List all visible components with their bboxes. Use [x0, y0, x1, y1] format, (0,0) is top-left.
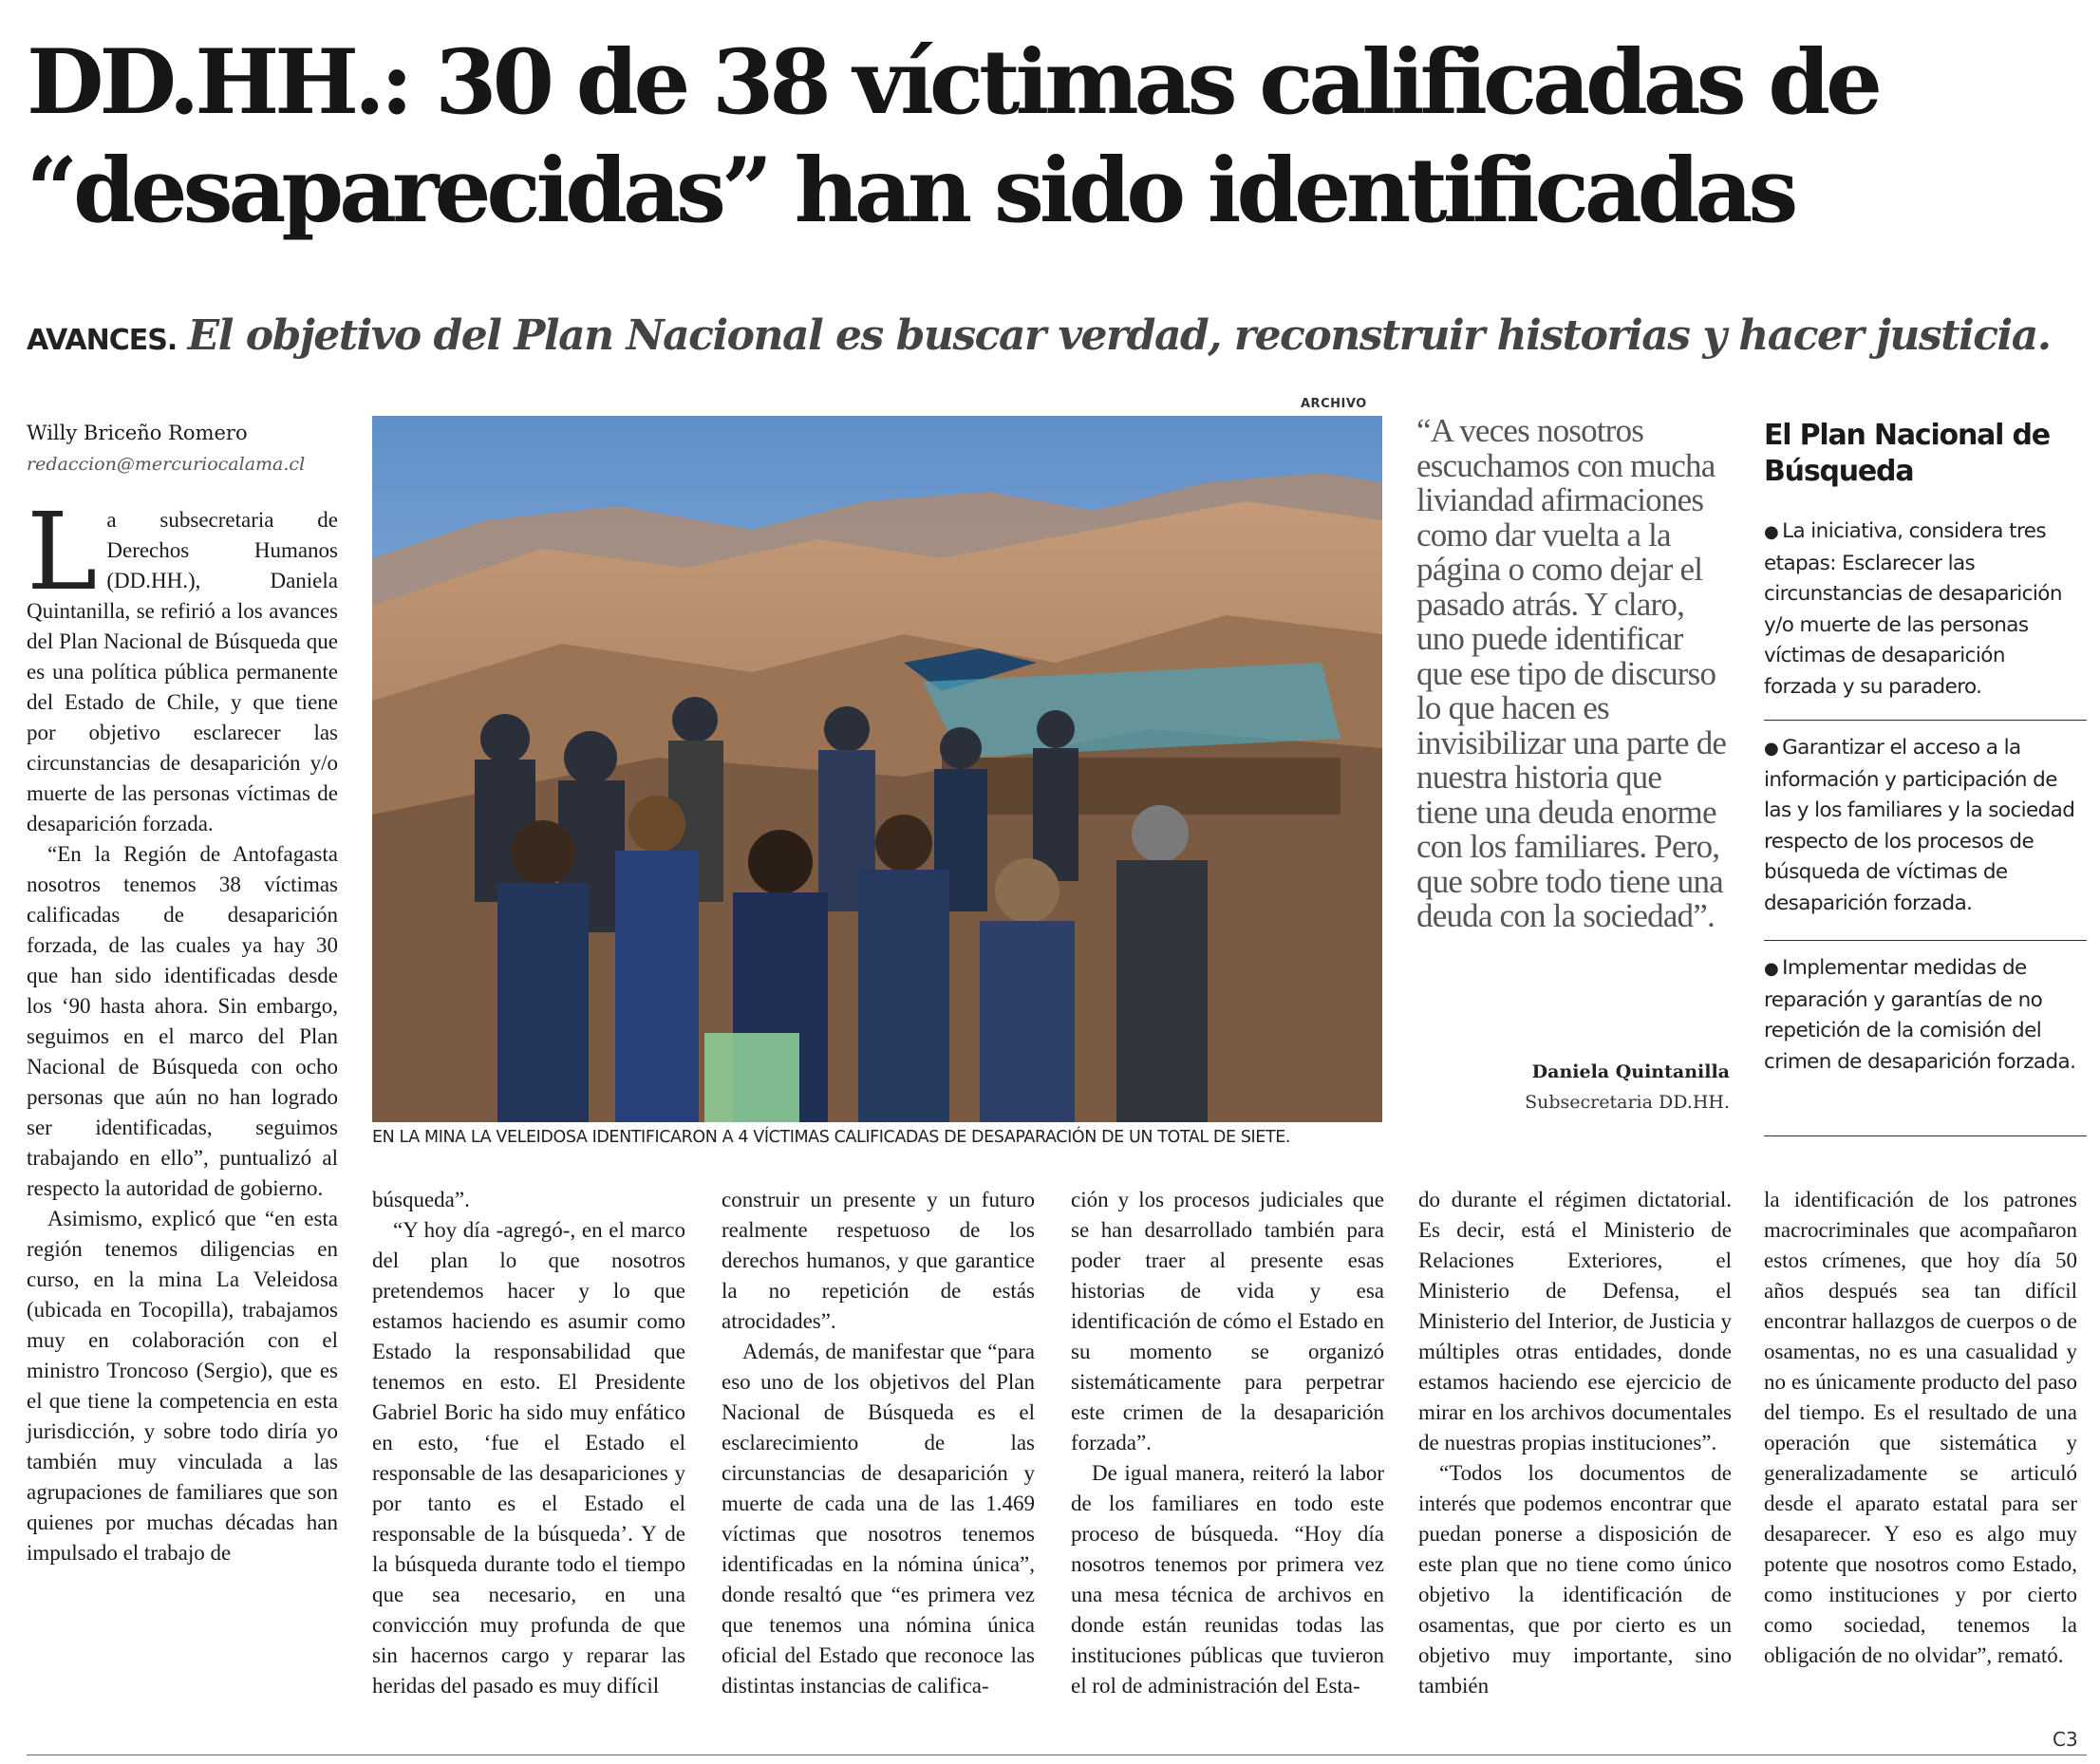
dropcap: L — [27, 491, 98, 614]
byline-author: Willy Briceño Romero — [27, 422, 248, 444]
quote-attribution-name: Daniela Quintanilla — [1531, 1061, 1730, 1082]
paragraph: “Y hoy día -agregó-, en el marco del plan lo que nosotros pretendemos hacer y lo que estamos haciendo es asumir como Estado la responsabilidad que tenemos en esto. El Presidente Gabriel Boric ha sido muy enfático en esto, ‘fue el Estado el responsable de las desapariciones y por tanto es el Estado el responsable de la búsqueda’. Y de la búsqueda durante todo el tiempo que sea necesario, en una convicción muy profunda de que sin hacernos cargo y reparar las heridas del pasado es muy difícil — [372, 1218, 685, 1698]
photo-caption: EN LA MINA LA VELEIDOSA IDENTIFICARON A 4 VÍCTIMAS CALIFICADAS DE DESAPARACIÓN DE UN TOTAL DE SIETE. — [372, 1128, 1291, 1147]
headline-line-1: DD.HH.: 30 de 38 víctimas calificadas de — [27, 30, 1878, 135]
article-column-1 — [27, 491, 338, 1568]
lead-paragraph — [27, 491, 338, 839]
sidebar-divider — [1764, 940, 2087, 941]
paragraph: do durante el régimen dictatorial. Es decir, está el Ministerio de Relaciones Exteriores, el Ministerio de Defensa, el Ministerio del Interior, de Justicia y múltiples otras entidades, donde estamos haciendo ese ejercicio de mirar en los archivos documentales de nuestras propias instituciones”. — [1418, 1188, 1732, 1454]
article-column-3 — [722, 1185, 1035, 1701]
end-mark: C3 — [2053, 1728, 2078, 1751]
photo-illustration — [372, 416, 1382, 1122]
paragraph: construir un presente y un futuro realmente respetuoso de los derechos humanos, y que garantice la no repetición de estás atrocidades”. — [722, 1188, 1035, 1333]
bullet-icon: ● — [1764, 739, 1779, 759]
sidebar-item — [1764, 516, 2077, 703]
bullet-icon: ● — [1764, 522, 1779, 542]
sidebar-item-text: Garantizar el acceso a la información y participación de las y los familiares y la sociedad respecto de los procesos de búsqueda de víctimas de desaparición forzada. — [1764, 736, 2075, 915]
paragraph: Además, de manifestar que “para eso uno de los objetivos del Plan Nacional de Búsqueda es el esclarecimiento de las circunstancias de desaparición y muerte de cada una de las 1.469 víctimas que nosotros tenemos identificadas en la nómina única”, donde resaltó que “es primera vez que tenemos una nómina única oficial del Estado que reconoce las distintas instancias de califica- — [722, 1340, 1035, 1698]
sidebar-item — [1764, 733, 2077, 919]
photo-credit: ARCHIVO — [1301, 397, 1367, 411]
sidebar-divider — [1764, 1135, 2087, 1136]
sidebar-item — [1764, 953, 2077, 1078]
article-photo — [372, 416, 1382, 1122]
sidebar-item-text: La iniciativa, considera tres etapas: Esclarecer las circunstancias de desaparición y/o muerte de las personas víctimas de desaparición forzada y su paradero. — [1764, 519, 2062, 699]
quote-attribution-role: Subsecretaria DD.HH. — [1525, 1092, 1730, 1113]
headline-line-2: “desaparecidas” han sido identificadas — [27, 139, 1794, 243]
sidebar-item-text: Implementar medidas de reparación y garantías de no repetición de la comisión del crimen de desaparición forzada. — [1764, 956, 2076, 1074]
paragraph: “Todos los documentos de interés que podemos encontrar que puedan ponerse a disposición de este plan que no tiene como único objetivo la identificación de osamentas, que por cierto es un objetivo muy importante, sino también — [1418, 1461, 1732, 1698]
kicker — [27, 311, 2087, 360]
kicker-text: El objetivo del Plan Nacional es buscar verdad, reconstruir historias y hacer justicia. — [187, 311, 2051, 360]
paragraph: ción y los procesos judiciales que se han desarrollado también para poder traer al presente esas historias de vida y esa identificación de cómo el Estado en su momento se organizó sistemáticamente para perpetrar este crimen de la desaparición forzada”. — [1071, 1188, 1384, 1454]
kicker-dot: . — [166, 324, 188, 357]
paragraph: De igual manera, reiteró la labor de los familiares en todo este proceso de búsqueda. “Hoy día nosotros tenemos por primera vez una mesa técnica de archivos en donde están reunidas todas las instituciones públicas que tuvieron el rol de administración del Esta- — [1071, 1461, 1384, 1698]
bullet-icon: ● — [1764, 959, 1779, 979]
article-column-4 — [1071, 1185, 1384, 1701]
pull-quote: “A veces nosotros escuchamos con mucha liviandad afirmaciones como dar vuelta a la página o como dejar el pasado atrás. Y claro, uno puede identificar que ese tipo de discurso lo que hacen es invisibilizar una parte de nuestra historia que tiene una deuda enorme con los familiares. Pero, que sobre todo tiene una deuda con la sociedad”. — [1416, 412, 1727, 934]
lead-text: a subsecretaria de Derechos Humanos (DD.HH.), Daniela Quintanilla, se refirió a los avances del Plan Nacional de Búsqueda que es una política pública permanente del Estado de Chile, y que tiene por objetivo esclarecer las circunstancias de desaparición y/o muerte de las personas víctimas de desaparición forzada. — [27, 508, 338, 835]
byline-email: redaccion@mercuriocalama.cl — [27, 454, 306, 475]
paragraph: Asimismo, explicó que “en esta región tenemos diligencias en curso, en la mina La Veleidosa (ubicada en Tocopilla), trabajamos muy en colaboración con el ministro Troncoso (Sergio), que es el que tiene la competencia en esta jurisdicción, y sobre todo diría yo también muy vinculada a las agrupaciones de familiares que son quienes por muchas décadas han impulsado el trabajo de — [27, 1207, 338, 1565]
kicker-label: AVANCES — [27, 324, 167, 357]
paragraph: la identificación de los patrones macrocriminales que acompañaron estos crímenes, que hoy día 50 años después sea tan difícil encontrar hallazgos de cuerpos o de osamentas, no es una casualidad y no es únicamente producto del paso del tiempo. Es el resultado de una operación que sistemática y generalizadamente se articuló desde el aparato estatal para ser desaparecer. Y eso es algo muy potente que nosotros como Estado, como instituciones y por cierto como sociedad, tenemos la obligación de no olvidar”, remató. — [1764, 1188, 2077, 1667]
article-column-6 — [1764, 1185, 2077, 1671]
sidebar-title: El Plan Nacional de Búsqueda — [1764, 419, 2050, 488]
article-column-5 — [1418, 1185, 1732, 1701]
headline — [27, 28, 2087, 245]
paragraph: búsqueda”. — [372, 1188, 470, 1211]
article-column-2 — [372, 1185, 685, 1701]
paragraph: “En la Región de Antofagasta nosotros tenemos 38 víctimas calificadas de desaparición forzada, de las cuales ya hay 30 que han sido identificadas desde los ‘90 hasta ahora. Sin embargo, seguimos en el marco del Plan Nacional de Búsqueda con ocho personas que aún no han logrado ser identificadas, seguimos trabajando en ello”, puntualizó al respecto la autoridad de gobierno. — [27, 842, 338, 1200]
sidebar-divider — [1764, 720, 2087, 721]
